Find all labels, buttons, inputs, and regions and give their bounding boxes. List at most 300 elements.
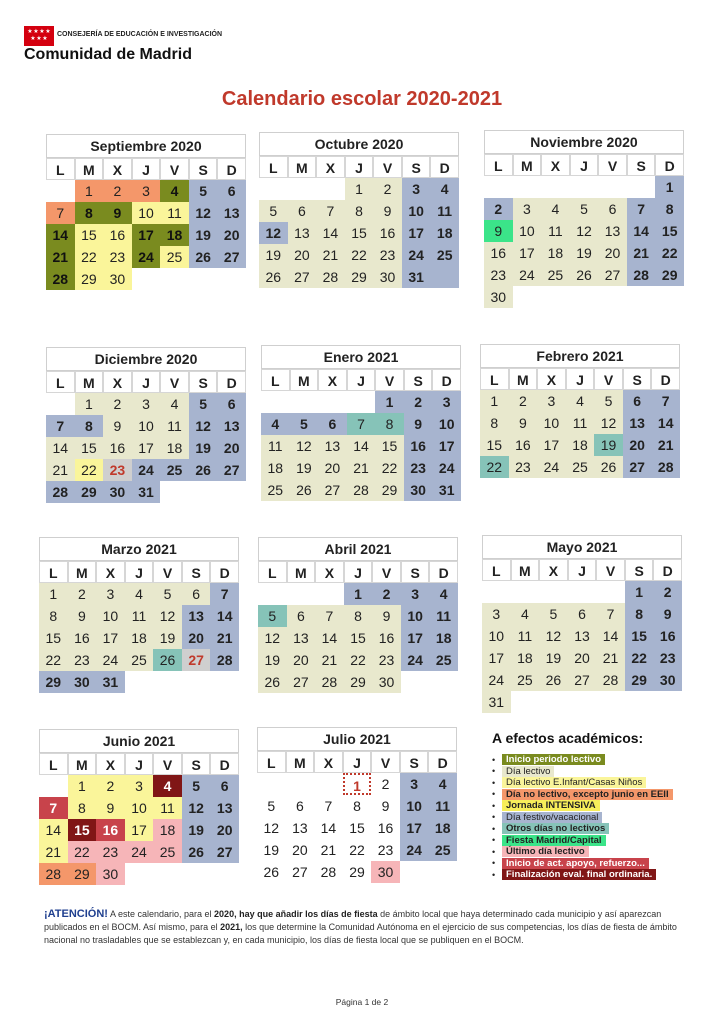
legend-label: Último día lectivo	[502, 846, 589, 857]
day-cell: 18	[125, 627, 154, 649]
day-cell: 22	[68, 841, 97, 863]
day-cell: 14	[39, 819, 68, 841]
month-title: Octubre 2020	[259, 132, 459, 156]
empty-cell	[46, 393, 75, 415]
day-cell: 17	[432, 435, 461, 457]
empty-cell	[287, 583, 316, 605]
day-cell: 13	[287, 627, 316, 649]
month-grid	[261, 369, 461, 501]
day-cell: 24	[402, 244, 431, 266]
weekday-header: D	[217, 371, 246, 393]
day-cell: 4	[428, 773, 457, 795]
day-cell: 7	[39, 797, 68, 819]
day-cell: 28	[316, 266, 345, 288]
day-cell: 30	[372, 671, 401, 693]
day-cell: 23	[372, 649, 401, 671]
bullet-icon: •	[492, 835, 496, 846]
month-march	[39, 537, 239, 693]
day-cell: 14	[627, 220, 656, 242]
day-cell: 20	[288, 244, 317, 266]
day-cell: 24	[513, 264, 542, 286]
day-cell: 16	[103, 224, 132, 246]
weekday-header: D	[210, 561, 239, 583]
day-cell: 27	[292, 864, 308, 880]
weekday-header: V	[594, 368, 623, 390]
day-cell: 25	[428, 839, 457, 861]
empty-cell	[318, 391, 347, 413]
day-cell: 11	[511, 625, 540, 647]
weekday-header: M	[513, 154, 542, 176]
day-cell: 20	[568, 647, 597, 669]
weekday-header: X	[316, 156, 345, 178]
weekday-header: L	[480, 368, 509, 390]
day-cell: 5	[259, 200, 288, 222]
day-cell: 2	[103, 180, 132, 202]
day-cell: 24	[125, 841, 154, 863]
day-cell: 21	[316, 244, 345, 266]
day-cell: 24	[432, 457, 461, 479]
day-cell: 12	[263, 820, 280, 836]
day-cell: 31	[96, 671, 125, 693]
month-grid	[480, 368, 680, 478]
day-cell: 3	[513, 198, 542, 220]
legend-item	[492, 835, 692, 847]
month-title: Abril 2021	[258, 537, 458, 561]
day-cell: 20	[318, 457, 347, 479]
legend-label: Día no lectivo, excepto junio en EEII	[502, 789, 673, 800]
day-cell: 19	[539, 647, 568, 669]
legend-label: Otros días no lectivos	[502, 823, 609, 834]
day-cell: 24	[537, 456, 566, 478]
day-cell: 28	[39, 863, 68, 885]
weekday-header: J	[132, 371, 161, 393]
day-cell: 14	[320, 820, 337, 836]
day-cell: 3	[432, 391, 461, 413]
day-cell: 2	[509, 390, 538, 412]
month-april	[258, 537, 458, 693]
day-cell: 18	[160, 437, 189, 459]
weekday-header: L	[46, 371, 75, 393]
weekday-header: L	[484, 154, 513, 176]
weekday-header: M	[287, 561, 316, 583]
legend-item	[492, 754, 692, 766]
day-cell: 22	[345, 244, 374, 266]
empty-cell	[125, 671, 154, 693]
month-may	[482, 535, 682, 713]
empty-cell	[511, 691, 540, 713]
empty-cell	[257, 773, 286, 795]
day-cell: 5	[267, 798, 276, 814]
day-cell: 5	[189, 180, 218, 202]
day-cell: 26	[594, 456, 623, 478]
day-cell: 19	[153, 627, 182, 649]
day-cell: 2	[653, 581, 682, 603]
weekday-header: J	[566, 368, 595, 390]
day-cell: 6	[287, 605, 316, 627]
day-cell: 16	[377, 820, 394, 836]
empty-cell	[259, 178, 288, 200]
day-cell: 19	[570, 242, 599, 264]
day-cell: 29	[345, 266, 374, 288]
weekday-header: V	[153, 753, 182, 775]
notice-text-1: A este calendario, para el	[107, 909, 215, 919]
weekday-header: X	[541, 154, 570, 176]
day-cell: 7	[651, 390, 680, 412]
bullet-icon: •	[492, 800, 496, 811]
day-cell: 8	[655, 198, 684, 220]
weekday-header: L	[482, 559, 511, 581]
day-cell: 14	[315, 627, 344, 649]
month-title: Enero 2021	[261, 345, 461, 369]
empty-cell	[46, 180, 75, 202]
day-cell: 18	[541, 242, 570, 264]
day-cell: 3	[537, 390, 566, 412]
month-september	[46, 134, 246, 290]
empty-cell	[217, 268, 246, 290]
day-cell: 6	[568, 603, 597, 625]
day-cell: 6	[623, 390, 652, 412]
day-cell: 22	[75, 246, 104, 268]
empty-cell	[217, 481, 246, 503]
empty-cell	[210, 863, 239, 885]
day-cell: 3	[401, 583, 430, 605]
weekday-header: L	[39, 753, 68, 775]
day-cell: 16	[96, 819, 125, 841]
day-cell: 14	[651, 412, 680, 434]
empty-cell	[570, 286, 599, 308]
day-cell: 16	[372, 627, 401, 649]
day-cell: 7	[627, 198, 656, 220]
bullet-icon: •	[492, 777, 496, 788]
weekday-header: S	[623, 368, 652, 390]
weekday-header: S	[625, 559, 654, 581]
day-cell: 1	[625, 581, 654, 603]
day-cell: 19	[290, 457, 319, 479]
legend-title: A efectos académicos:	[492, 730, 644, 746]
legend-label: Inicio periodo lectivo	[502, 754, 605, 765]
day-cell: 7	[324, 798, 333, 814]
day-cell: 4	[429, 583, 458, 605]
day-cell: 14	[347, 435, 376, 457]
day-cell: 5	[539, 603, 568, 625]
weekday-header: L	[259, 156, 288, 178]
day-cell: 8	[68, 797, 97, 819]
day-cell: 5	[290, 413, 319, 435]
legend-item	[492, 777, 692, 789]
empty-cell	[316, 178, 345, 200]
day-cell: 12	[258, 627, 287, 649]
day-cell: 31	[482, 691, 511, 713]
day-cell: 4	[153, 775, 182, 797]
day-cell: 3	[482, 603, 511, 625]
empty-cell	[261, 391, 290, 413]
day-cell: 26	[539, 669, 568, 691]
day-cell: 26	[259, 266, 288, 288]
weekday-header: L	[261, 369, 290, 391]
day-cell: 11	[429, 605, 458, 627]
day-cell: 2	[381, 776, 390, 792]
empty-cell	[347, 391, 376, 413]
weekday-header: J	[568, 559, 597, 581]
notice-text-3: los que determine la Comunidad Autónoma en el ejercicio de sus competencias, los días de fiesta de ámbito nacional no trasladables que se establezcan y, en cada municipio, los días de fiesta local que se publiquen en el BOCM.	[44, 922, 677, 945]
day-cell: 7	[46, 202, 75, 224]
day-cell: 26	[258, 671, 287, 693]
day-cell: 9	[484, 220, 513, 242]
weekday-header: M	[68, 561, 97, 583]
legend-label: Inicio de act. apoyo, refuerzo...	[502, 858, 649, 869]
day-cell: 21	[347, 457, 376, 479]
day-cell: 4	[261, 413, 290, 435]
empty-cell	[39, 775, 68, 797]
day-cell: 3	[132, 393, 161, 415]
empty-cell	[160, 268, 189, 290]
notice-text-2: de ámbito local que haya determinado cada municipio y así aparezcan publicados en el BOCM. Así mismo, para el	[44, 909, 662, 932]
empty-cell	[541, 286, 570, 308]
day-cell: 11	[541, 220, 570, 242]
day-cell: 6	[210, 775, 239, 797]
weekday-header: S	[627, 154, 656, 176]
day-cell: 19	[259, 244, 288, 266]
flag-star-icon: ★	[30, 36, 36, 42]
month-title: Diciembre 2020	[46, 347, 246, 371]
day-cell: 5	[570, 198, 599, 220]
day-cell: 25	[429, 649, 458, 671]
day-cell: 22	[375, 457, 404, 479]
weekday-header: X	[315, 561, 344, 583]
day-cell: 9	[68, 605, 97, 627]
empty-cell	[511, 581, 540, 603]
day-cell: 10	[537, 412, 566, 434]
day-cell: 20	[217, 437, 246, 459]
day-cell: 13	[182, 605, 211, 627]
day-cell: 30	[653, 669, 682, 691]
day-cell: 8	[344, 605, 373, 627]
day-cell: 20	[210, 819, 239, 841]
day-cell: 1	[345, 178, 374, 200]
empty-cell	[570, 176, 599, 198]
day-cell: 29	[375, 479, 404, 501]
day-cell: 23	[96, 841, 125, 863]
day-cell: 24	[482, 669, 511, 691]
day-cell: 6	[288, 200, 317, 222]
day-cell: 29	[349, 864, 365, 880]
day-cell: 20	[292, 842, 308, 858]
day-cell: 12	[182, 797, 211, 819]
day-cell: 8	[375, 413, 404, 435]
day-cell: 15	[75, 224, 104, 246]
day-cell: 26	[189, 246, 218, 268]
bullet-icon: •	[492, 766, 496, 777]
month-grid	[484, 154, 684, 308]
empty-cell	[513, 176, 542, 198]
day-cell: 17	[132, 437, 161, 459]
day-cell: 25	[125, 649, 154, 671]
legend-item	[492, 800, 692, 812]
weekday-header: D	[432, 369, 461, 391]
empty-cell	[125, 863, 154, 885]
day-cell: 30	[484, 286, 513, 308]
day-cell: 29	[344, 671, 373, 693]
empty-cell	[182, 671, 211, 693]
empty-cell	[315, 583, 344, 605]
day-cell: 26	[189, 459, 218, 481]
month-december	[46, 347, 246, 503]
empty-cell	[541, 176, 570, 198]
day-cell: 27	[210, 841, 239, 863]
day-cell: 11	[430, 200, 459, 222]
day-cell: 11	[428, 795, 457, 817]
flag-star-icon: ★	[33, 29, 39, 35]
weekday-header: D	[428, 751, 457, 773]
day-cell: 18	[511, 647, 540, 669]
weekday-header: S	[182, 561, 211, 583]
weekday-header: L	[258, 561, 287, 583]
legend-item	[492, 766, 692, 778]
day-cell: 9	[103, 202, 132, 224]
day-cell: 9	[653, 603, 682, 625]
day-cell: 15	[349, 820, 365, 836]
weekday-header: X	[314, 751, 343, 773]
day-cell: 28	[627, 264, 656, 286]
day-cell: 22	[344, 649, 373, 671]
weekday-header: X	[539, 559, 568, 581]
day-cell: 25	[153, 841, 182, 863]
weekday-header: V	[373, 156, 402, 178]
day-cell: 10	[96, 605, 125, 627]
day-cell: 10	[125, 797, 154, 819]
day-cell: 1	[75, 180, 104, 202]
empty-cell	[153, 863, 182, 885]
day-cell: 20	[598, 242, 627, 264]
day-cell: 29	[39, 671, 68, 693]
day-cell: 11	[160, 415, 189, 437]
day-cell: 30	[404, 479, 433, 501]
day-cell: 4	[160, 180, 189, 202]
day-cell: 12	[290, 435, 319, 457]
day-cell: 2	[372, 583, 401, 605]
day-cell: 29	[68, 863, 97, 885]
weekday-header: S	[182, 753, 211, 775]
month-january	[261, 345, 461, 501]
month-title: Marzo 2021	[39, 537, 239, 561]
month-title: Septiembre 2020	[46, 134, 246, 158]
legend-label: Día festivo/vacacional	[502, 812, 602, 823]
month-title: Junio 2021	[39, 729, 239, 753]
day-cell: 5	[182, 775, 211, 797]
day-cell: 26	[153, 649, 182, 671]
day-cell: 26	[182, 841, 211, 863]
day-cell: 14	[46, 224, 75, 246]
flag-star-icon: ★	[39, 29, 45, 35]
madrid-flag-icon	[24, 26, 54, 46]
day-cell: 16	[373, 222, 402, 244]
day-cell: 12	[539, 625, 568, 647]
day-cell: 28	[347, 479, 376, 501]
day-cell: 1	[343, 773, 372, 795]
legend-label: Día lectivo E.Infant/Casas Niños	[502, 777, 646, 788]
day-cell: 25	[541, 264, 570, 286]
day-cell: 27	[287, 671, 316, 693]
day-cell: 9	[404, 413, 433, 435]
day-cell: 28	[320, 864, 337, 880]
bullet-icon: •	[492, 812, 496, 823]
day-cell: 17	[537, 434, 566, 456]
empty-cell	[655, 286, 684, 308]
day-cell: 30	[103, 268, 132, 290]
day-cell: 27	[182, 649, 211, 671]
day-cell: 4	[566, 390, 595, 412]
day-cell: 21	[315, 649, 344, 671]
day-cell: 8	[625, 603, 654, 625]
day-cell: 2	[103, 393, 132, 415]
attention-label: ¡ATENCIÓN!	[44, 908, 108, 920]
day-cell: 2	[373, 178, 402, 200]
month-june	[39, 729, 239, 885]
day-cell: 16	[484, 242, 513, 264]
day-cell: 7	[210, 583, 239, 605]
day-cell: 2	[404, 391, 433, 413]
weekday-header: M	[68, 753, 97, 775]
day-cell: 6	[217, 180, 246, 202]
day-cell: 24	[132, 459, 161, 481]
day-cell: 16	[653, 625, 682, 647]
day-cell: 25	[160, 246, 189, 268]
day-cell: 10	[132, 202, 161, 224]
day-cell: 8	[39, 605, 68, 627]
weekday-header: X	[96, 561, 125, 583]
month-grid	[258, 561, 458, 693]
legend-item	[492, 823, 692, 835]
day-cell: 10	[401, 605, 430, 627]
comunidad-label: Comunidad de Madrid	[24, 46, 192, 63]
flag-star-icon: ★	[36, 36, 42, 42]
legend-label: Día lectivo	[502, 766, 554, 777]
day-cell: 12	[153, 605, 182, 627]
day-cell: 22	[480, 456, 509, 478]
weekday-header: X	[318, 369, 347, 391]
weekday-header: S	[189, 371, 218, 393]
month-november	[484, 130, 684, 308]
logo-comunidad-madrid	[24, 26, 234, 66]
weekday-header: M	[290, 369, 319, 391]
day-cell: 5	[594, 390, 623, 412]
day-cell: 27	[623, 456, 652, 478]
day-cell: 17	[401, 627, 430, 649]
empty-cell	[210, 671, 239, 693]
day-cell: 15	[375, 435, 404, 457]
day-cell: 30	[373, 266, 402, 288]
weekday-header: V	[596, 559, 625, 581]
day-cell: 29	[75, 268, 104, 290]
weekday-header: V	[160, 158, 189, 180]
day-cell: 10	[402, 200, 431, 222]
attention-notice	[44, 908, 680, 947]
day-cell: 15	[480, 434, 509, 456]
weekday-header: D	[653, 559, 682, 581]
day-cell: 18	[429, 627, 458, 649]
day-cell: 24	[400, 839, 429, 861]
weekday-header: L	[39, 561, 68, 583]
day-cell: 15	[625, 625, 654, 647]
day-cell: 28	[46, 481, 75, 503]
day-cell: 1	[344, 583, 373, 605]
day-cell: 13	[217, 202, 246, 224]
weekday-header: V	[153, 561, 182, 583]
empty-cell	[568, 691, 597, 713]
day-cell: 21	[651, 434, 680, 456]
legend	[492, 730, 692, 881]
weekday-header: X	[537, 368, 566, 390]
